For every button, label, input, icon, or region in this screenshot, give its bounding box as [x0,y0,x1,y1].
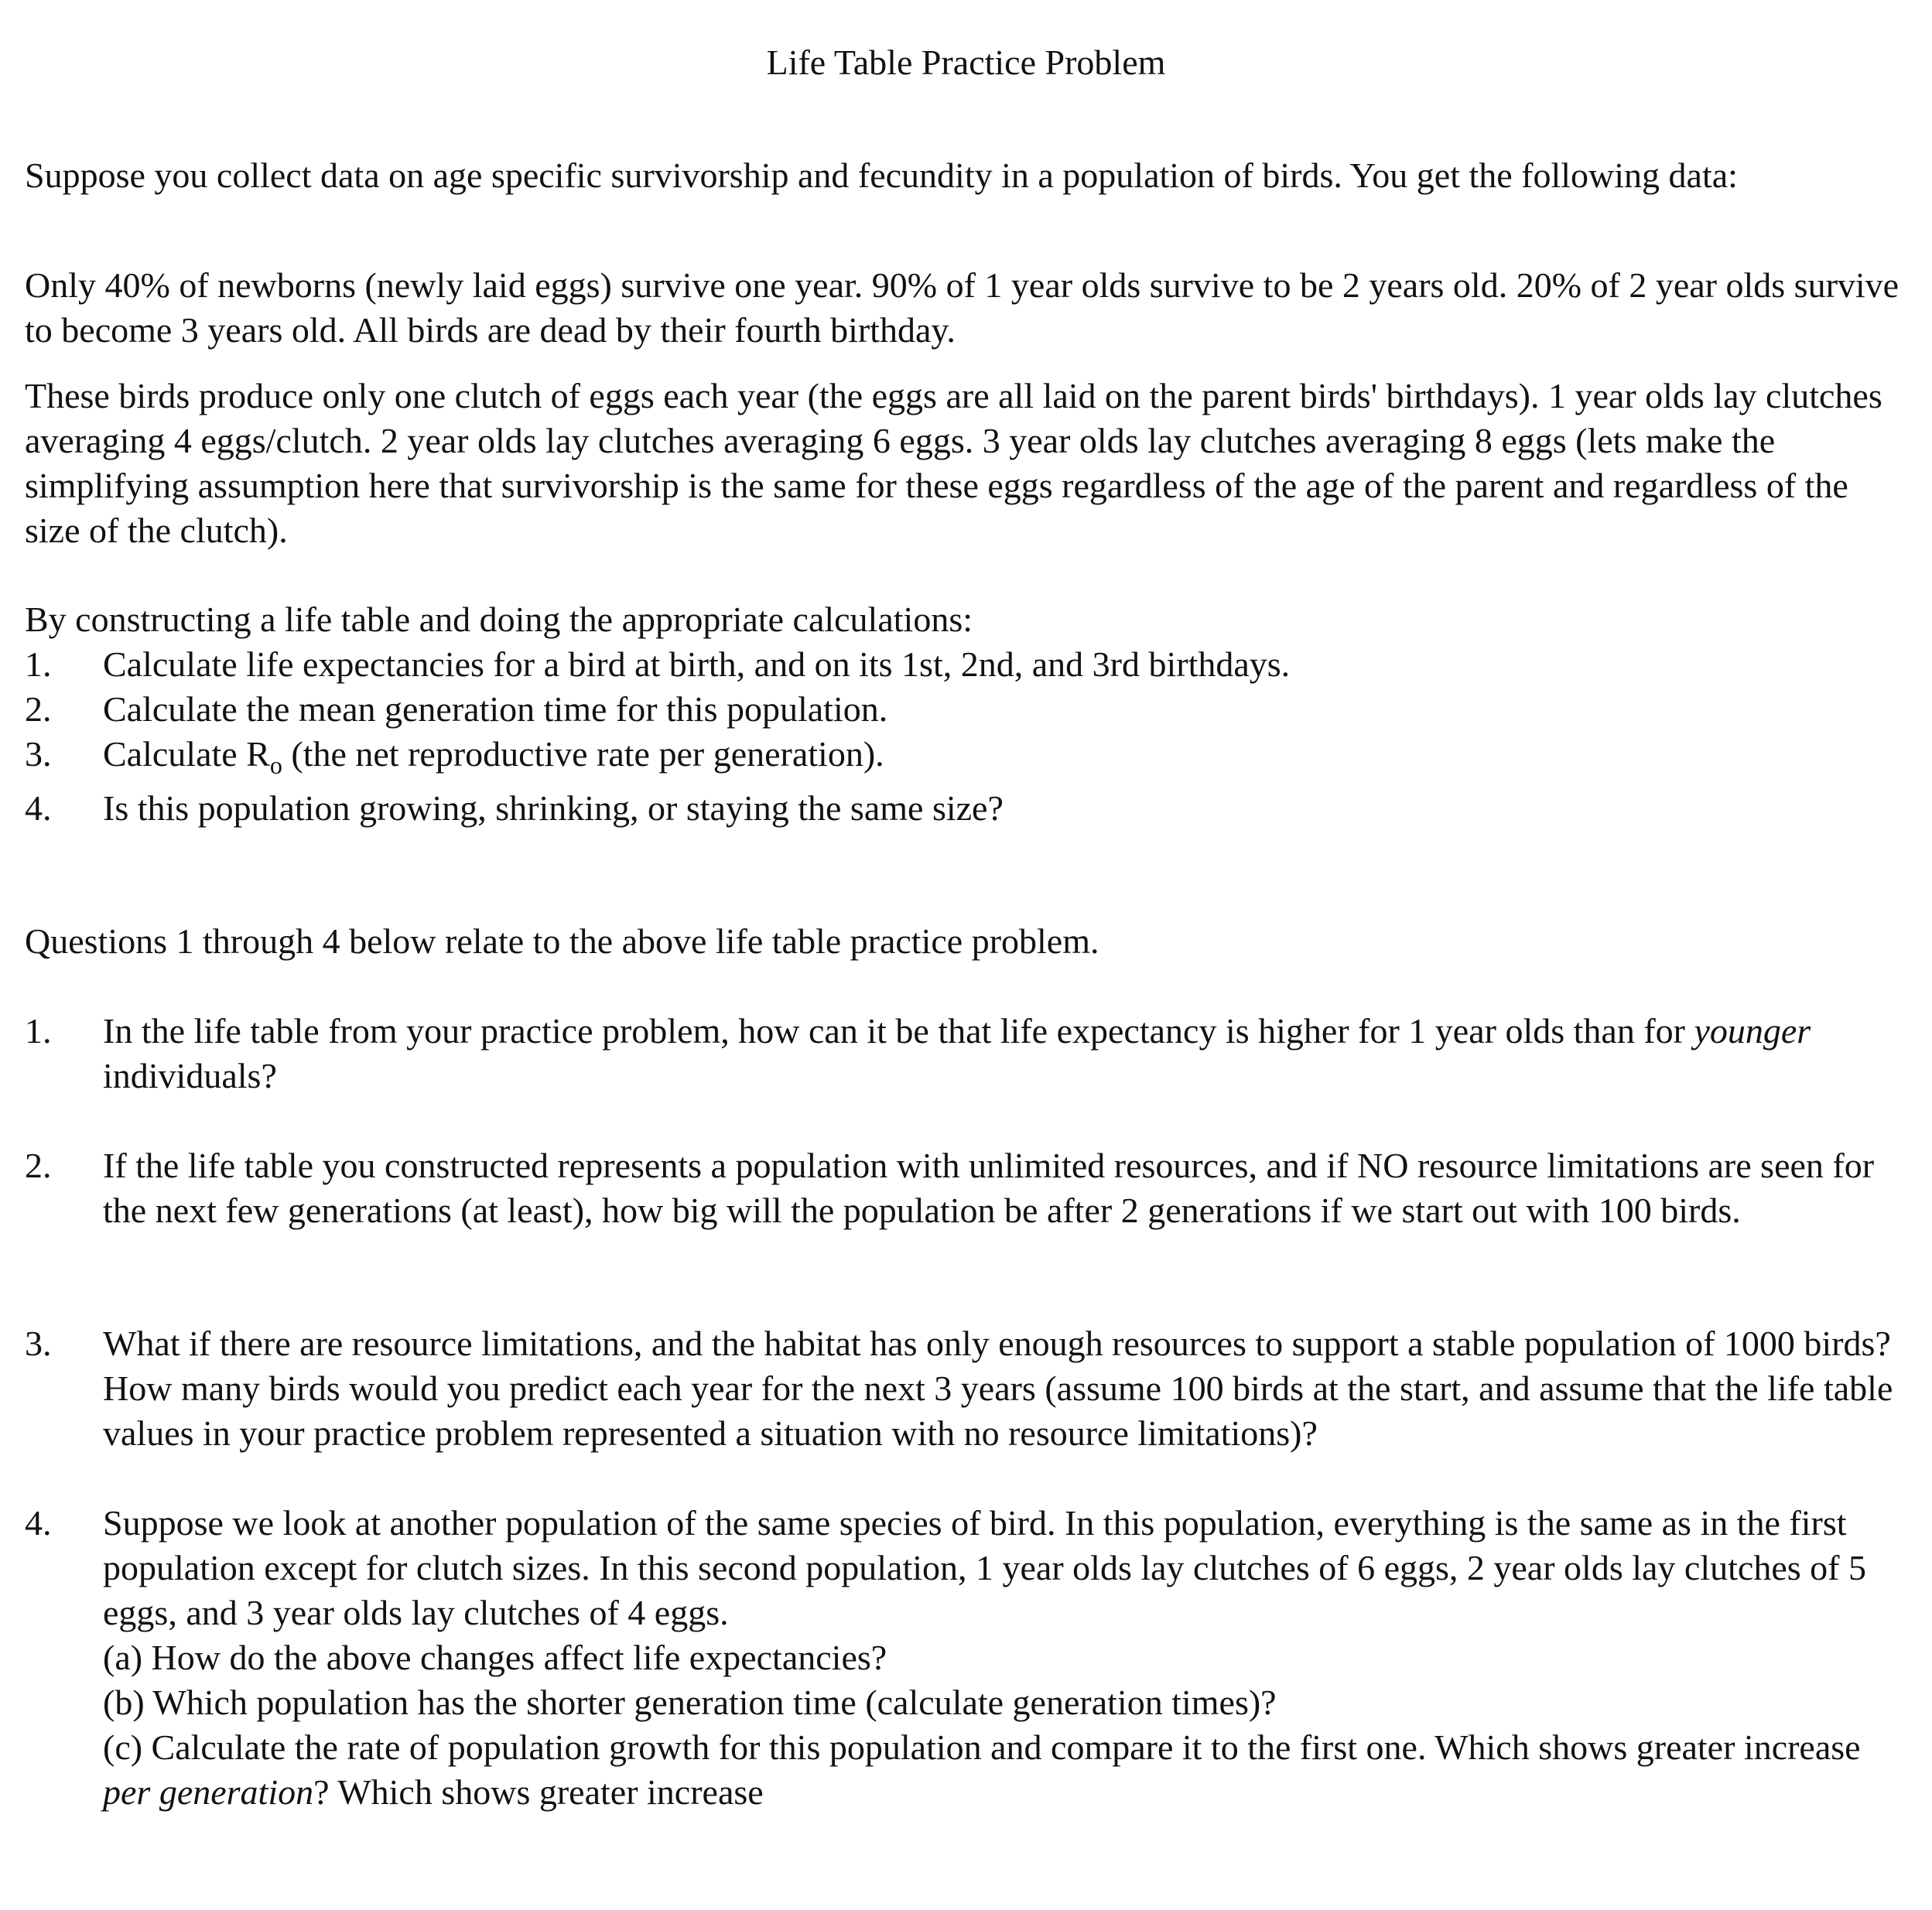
question-text [103,1009,1913,1099]
question-number: 1. [25,1011,52,1051]
fecundity-paragraph: These birds produce only one clutch of eggs each year (the eggs are all laid on the parent birds' birthdays). 1 year olds lay clutches averaging 4 eggs/clutch. 2 year olds lay clutches averaging 6 eggs. 3 year olds lay clutches averaging 8 eggs (lets make the simplifying assumption here that survivorship is the same for these eggs regardless of the age of the parent and regardless of the size of the clutch). [25,376,1882,550]
question-number: 4. [25,1503,52,1543]
task-number: 1. [25,644,52,684]
task-text-end: (the net reproductive rate per generation). [282,734,884,774]
sub-question-b: (b) Which population has the shorter generation time (calculate generation times)? [103,1683,1277,1722]
page-title: Life Table Practice Problem [766,43,1166,82]
question-main-text: Suppose we look at another population of the same species of bird. In this population, everything is the same as in the first population except for clutch sizes. In this second population, 1 year olds lay clutches of 6 eggs, 2 year olds lay clutches of 5 eggs, and 3 year olds lay clutches of 4 eggs. [103,1503,1866,1632]
sub-question-a: (a) How do the above changes affect life expectancies? [103,1638,887,1677]
question-text: What if there are resource limitations, and the habitat has only enough resources to support a stable population of 1000 birds? How many birds would you predict each year for the next 3 years (assume 100 birds at the start, and assume that the life table values in your practice problem represented a situation with no resource limitations)? [103,1324,1893,1453]
survival-paragraph: Only 40% of newborns (newly laid eggs) survive one year. 90% of 1 year olds survive to be 2 years old. 20% of 2 year olds survive to become 3 years old. All birds are dead by their fourth birthday. [25,265,1900,350]
sub-question-c-emphasis: per generation [103,1772,314,1812]
task-text: Calculate life expectancies for a bird at birth, and on its 1st, 2nd, and 3rd birthdays. [103,644,1291,684]
task-text-start: Calculate R [103,734,270,774]
questions-intro: Questions 1 through 4 below relate to the above life table practice problem. [25,921,1099,961]
question-number: 3. [25,1324,52,1363]
question-text: If the life table you constructed represents a population with unlimited resources, and if NO resource limitations are seen for the next few generations (at least), how big will the population be after 2 generations if we start out with 100 birds. [103,1146,1875,1230]
task-number: 2. [25,689,52,729]
r-subscript: o [269,751,282,779]
question-text-end: individuals? [103,1056,277,1095]
task-number: 3. [25,734,52,774]
tasks-lead: By constructing a life table and doing the appropriate calculations: [25,600,973,639]
sub-question-c-start: (c) Calculate the rate of population growth for this population and compare it to the first one. Which shows greater increase [103,1727,1861,1767]
question-number: 2. [25,1146,52,1185]
task-text: Calculate the mean generation time for this population. [103,689,888,729]
task-number: 4. [25,788,52,828]
question-text [103,1501,1913,1815]
task-text: Is this population growing, shrinking, or staying the same size? [103,788,1004,828]
sub-question-c [103,1725,1913,1815]
task-text [103,732,1913,777]
question-emphasis: younger [1694,1011,1811,1051]
sub-question-c-end: ? Which shows greater increase [313,1772,764,1812]
question-text-start: In the life table from your practice problem, how can it be that life expectancy is higher for 1 year olds than for [103,1011,1694,1051]
intro-paragraph: Suppose you collect data on age specific survivorship and fecundity in a population of birds. You get the following data: [25,155,1738,195]
